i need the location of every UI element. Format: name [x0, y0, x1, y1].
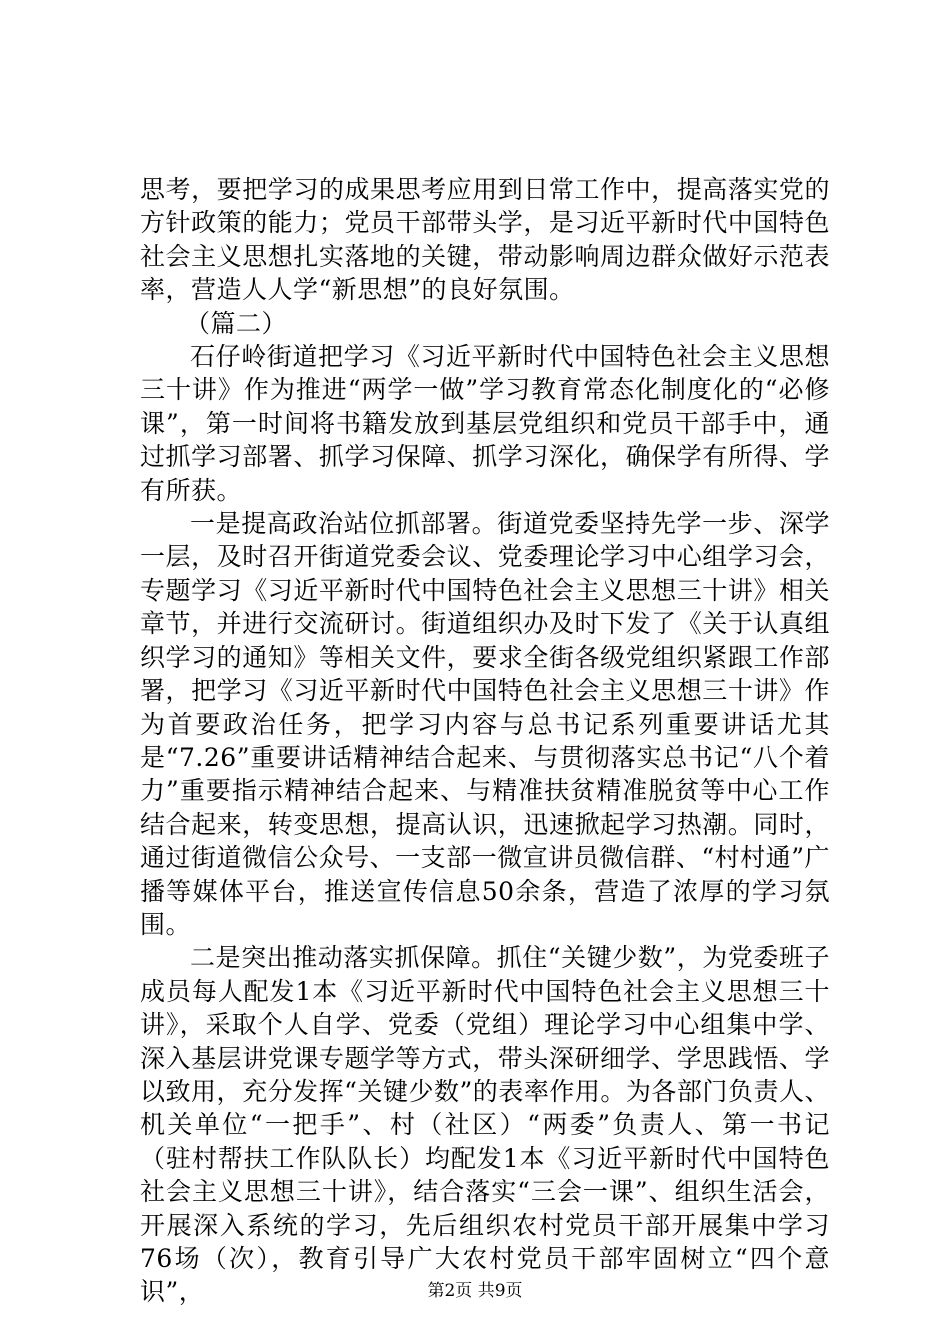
page-number-footer: 第2页 共9页 — [427, 1281, 523, 1301]
section-heading: （篇二） — [185, 308, 288, 338]
paragraph-point-two: 二是突出推动落实抓保障。抓住“关键少数”，为党委班子成员每人配发1本《习近平新时代中国特色社会主义思想三十讲》，采取个人自学、党委（党组）理论学习中心组集中学、深入基层讲党课专题学等方式，带头深研细学、学思践悟、学以致用，充分发挥“关键少数”的表率作用。为各部门负责人、机关单位“一把手”、村（社区）“两委”负责人、第一书记（驻村帮扶工作队队长）均配发1本《习近平新时代中国特色社会主义思想三十讲》，结合落实“三会一课”、组织生活会，开展深入系统的学习，先后组织农村党员干部开展集中学习76场（次），教育引导广大农村党员干部牢固树立“四个意识”， — [140, 943, 830, 1307]
paragraph-continuation: 思考，要把学习的成果思考应用到日常工作中，提高落实党的方针政策的能力；党员干部带头学，是习近平新时代中国特色社会主义思想扎实落地的关键，带动影响周边群众做好示范表率，营造人人学“新思想”的良好氛围。 — [140, 175, 830, 305]
paragraph-intro: 石仔岭街道把学习《习近平新时代中国特色社会主义思想三十讲》作为推进“两学一做”学习教育常态化制度化的“必修课”，第一时间将书籍发放到基层党组织和党员干部手中，通过抓学习部署、抓学习保障、抓学习深化，确保学有所得、学有所获。 — [140, 342, 830, 505]
paragraph-point-one: 一是提高政治站位抓部署。街道党委坚持先学一步、深学一层，及时召开街道党委会议、党委理论学习中心组学习会，专题学习《习近平新时代中国特色社会主义思想三十讲》相关章节，并进行交流研讨。街道组织办及时下发了《关于认真组织学习的通知》等相关文件，要求全街各级党组织紧跟工作部署，把学习《习近平新时代中国特色社会主义思想三十讲》作为首要政治任务，把学习内容与总书记系列重要讲话尤其是“7.26”重要讲话精神结合起来、与贯彻落实总书记“八个着力”重要指示精神结合起来、与精准扶贫精准脱贫等中心工作结合起来，转变思想，提高认识，迅速掀起学习热潮。同时，通过街道微信公众号、一支部一微宣讲员微信群、“村村通”广播等媒体平台，推送宣传信息50余条，营造了浓厚的学习氛围。 — [140, 509, 830, 939]
document-body — [140, 173, 830, 1309]
